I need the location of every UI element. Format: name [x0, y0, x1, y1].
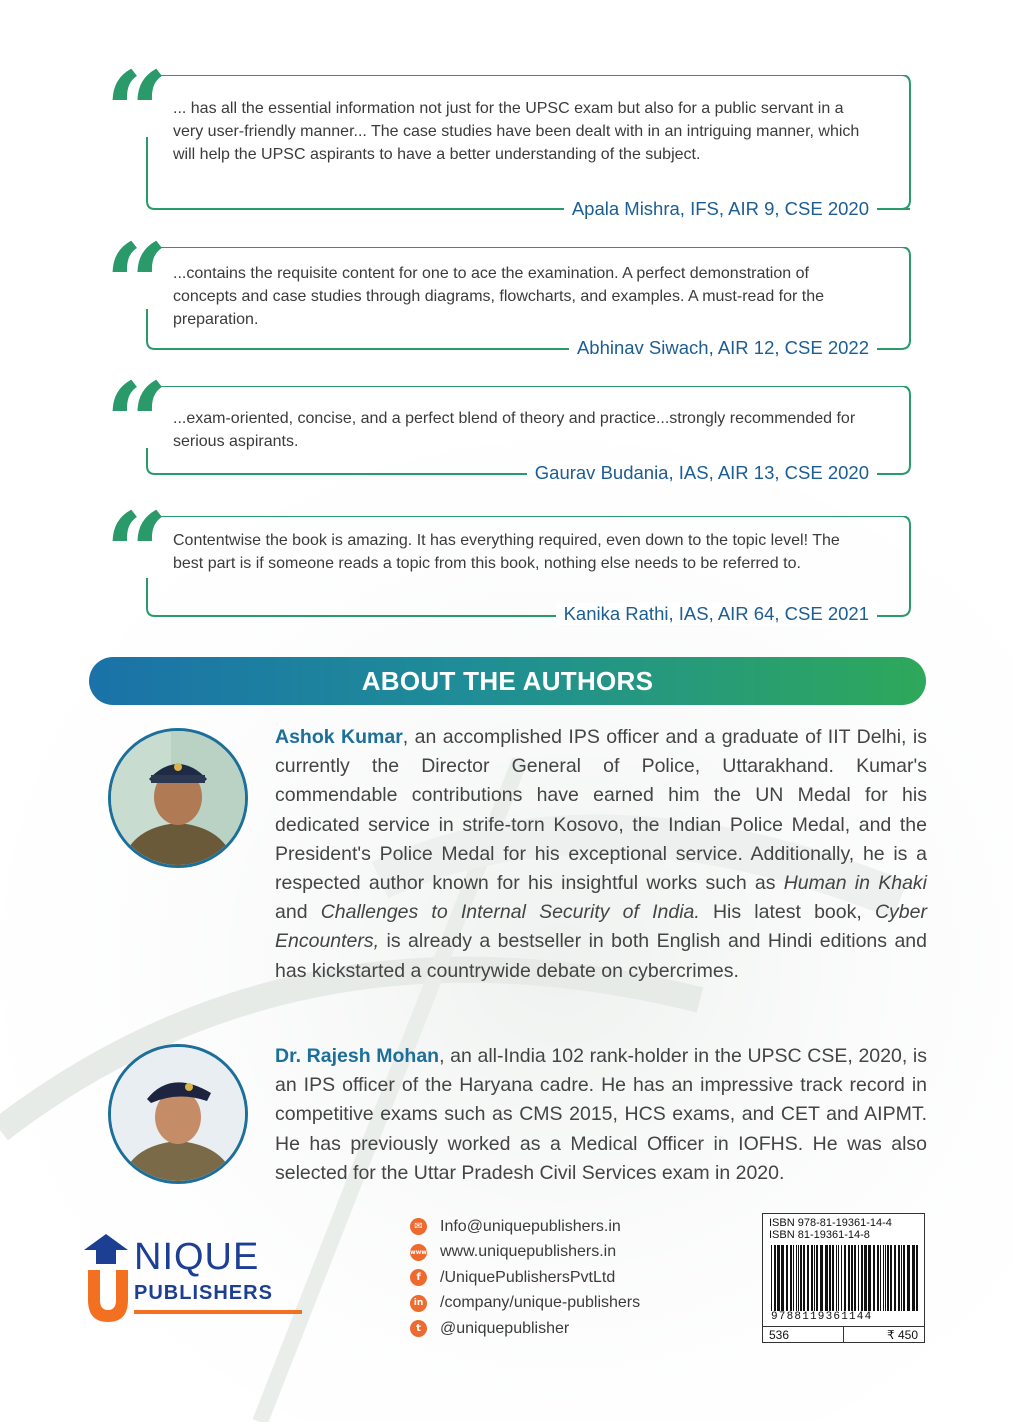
- book-title: Challenges to Internal Security of India.: [320, 901, 700, 924]
- testimonial-author: Kanika Rathi, IAS, AIR 64, CSE 2021: [556, 603, 877, 625]
- barcode-bar: [790, 1245, 792, 1311]
- barcode-bar: [832, 1245, 834, 1311]
- email-icon: ✉: [410, 1218, 427, 1235]
- barcode-bar: [851, 1245, 853, 1311]
- quote-mark-icon: “: [105, 488, 169, 617]
- barcode-bar: [844, 1245, 846, 1311]
- publisher-logo: [82, 1234, 312, 1324]
- testimonial-card: [95, 488, 915, 624]
- book-title: Human in Khaki: [783, 872, 927, 895]
- quote-mark-icon: “: [105, 47, 169, 176]
- testimonial-author: Apala Mishra, IFS, AIR 9, CSE 2020: [564, 198, 877, 220]
- isbn-13: ISBN 978-81-19361-14-4: [769, 1217, 892, 1229]
- testimonial-text: ...exam-oriented, concise, and a perfect blend of theory and practice...strongly recommended for serious aspirants.: [173, 410, 856, 450]
- linkedin-icon: in: [410, 1295, 427, 1312]
- isbn-barcode: [762, 1213, 925, 1343]
- barcode-bar: [880, 1245, 881, 1311]
- logo-word-publishers: PUBLISHERS: [134, 1282, 273, 1304]
- book-title: Cyber Encounters,: [275, 901, 927, 953]
- barcode-bar: [894, 1245, 896, 1311]
- barcode-bar: [796, 1245, 797, 1311]
- barcode-bar: [803, 1245, 805, 1311]
- contact-website[interactable]: [410, 1240, 640, 1266]
- author-bio-text: and: [275, 901, 321, 924]
- barcode-bar: [793, 1245, 794, 1311]
- quote-mark-icon: “: [105, 219, 169, 348]
- barcode-bar: [912, 1245, 915, 1311]
- testimonial-text: Contentwise the book is amazing. It has everything required, even down to the topic level! The best part is if someone reads a topic from this book, nothing else needs to be referred to.: [173, 532, 840, 572]
- testimonial-card: [95, 219, 915, 358]
- barcode-bar: [800, 1245, 802, 1311]
- twitter-icon: t: [410, 1320, 427, 1337]
- contact-text: Info@uniquepublishers.in: [440, 1217, 621, 1235]
- author-photo-ashok-kumar: [108, 728, 248, 868]
- barcode-code: 536: [769, 1328, 790, 1342]
- quote-mark-icon: “: [105, 358, 169, 487]
- barcode-bars: [771, 1245, 919, 1311]
- barcode-bar: [916, 1245, 918, 1311]
- testimonial-card: [95, 358, 915, 487]
- barcode-bar: [816, 1245, 818, 1311]
- author-photo-rajesh-mohan: [108, 1044, 248, 1184]
- barcode-bar: [868, 1245, 871, 1311]
- barcode-bar: [786, 1245, 788, 1311]
- barcode-digits: 9788119361144: [771, 1311, 873, 1323]
- barcode-divider: [843, 1327, 844, 1343]
- barcode-bar: [771, 1245, 772, 1311]
- author-bio-text: His latest book,: [699, 901, 875, 924]
- author-bio-text: is already a bestseller in both English and Hindi editions and has kickstarted a countrywide debate on cybercrimes.: [275, 930, 927, 982]
- barcode-bar: [836, 1245, 837, 1311]
- barcode-bar: [901, 1245, 902, 1311]
- barcode-bar: [903, 1245, 905, 1311]
- barcode-bar: [873, 1245, 875, 1311]
- barcode-bar: [848, 1245, 850, 1311]
- logo-letter: U: [100, 1285, 116, 1310]
- contact-linkedin[interactable]: [410, 1291, 640, 1317]
- author-portrait-icon: [111, 1047, 245, 1181]
- author-name: Dr. Rajesh Mohan: [275, 1045, 440, 1067]
- author-bio-text: , an all-India 102 rank-holder in the UPSC CSE, 2020, is an IPS officer of the Haryana cadre. He has an impressive track record in competitive exams such as CMS 2015, HCS exams, and CET and AIPMT. He has previously worked as a Medical Officer in IOFHS. He was also selected for the Uttar Pradesh Civil Services exam in 2020.: [275, 1045, 927, 1184]
- author-bio-text: , an accomplished IPS officer and a graduate of IIT Delhi, is currently the Director General of Police, Uttarakhand. Kumar's commendable contributions have earned him the UN Medal for his dedicated service in strife-torn Kosovo, the Indian Police Medal, and the President's Police Medal for his exceptional service. Additionally, he is a respected author known for his insightful works such as: [275, 726, 927, 895]
- barcode-bar: [864, 1245, 867, 1311]
- barcode-bar: [887, 1245, 889, 1311]
- barcode-bar: [885, 1245, 886, 1311]
- barcode-bar: [820, 1245, 823, 1311]
- barcode-bar: [807, 1245, 809, 1311]
- barcode-bar: [907, 1245, 910, 1311]
- logo-word-unique: NIQUE: [134, 1236, 260, 1278]
- barcode-bar: [814, 1245, 815, 1311]
- contact-text: /company/unique-publishers: [440, 1294, 641, 1312]
- author-name: Ashok Kumar: [275, 726, 403, 748]
- testimonial-author: Gaurav Budania, IAS, AIR 13, CSE 2020: [527, 462, 877, 484]
- barcode-bar: [883, 1245, 884, 1311]
- web-icon: www: [410, 1244, 427, 1261]
- price: ₹ 450: [887, 1328, 918, 1342]
- author-bio-ashok-kumar: [275, 723, 927, 986]
- contact-text: @uniquepublisher: [440, 1319, 570, 1337]
- about-authors-banner: ABOUT THE AUTHORS: [89, 657, 926, 705]
- barcode-bar: [811, 1245, 813, 1311]
- barcode-bar: [877, 1245, 879, 1311]
- barcode-bar: [898, 1245, 900, 1311]
- isbn-10: ISBN 81-19361-14-8: [769, 1229, 870, 1241]
- author-portrait-icon: [111, 731, 245, 865]
- testimonial-author: Abhinav Siwach, AIR 12, CSE 2022: [569, 337, 877, 359]
- testimonial-card: [95, 47, 915, 219]
- barcode-bar: [854, 1245, 856, 1311]
- logo-underline: [134, 1310, 302, 1314]
- barcode-bar: [825, 1245, 828, 1311]
- logo-u-mark-icon: [82, 1234, 134, 1324]
- barcode-bar: [829, 1245, 831, 1311]
- barcode-bar: [777, 1245, 780, 1311]
- testimonial-text: ... has all the essential information not just for the UPSC exam but also for a public servant in a very user-friendly manner... The case studies have been dealt with in an intriguing manner, which will help the UPSC aspirants to have a better understanding of the subject.: [173, 100, 860, 163]
- barcode-bar: [838, 1245, 839, 1311]
- contact-list: [410, 1214, 640, 1342]
- barcode-footer: [763, 1326, 924, 1343]
- barcode-bar: [858, 1245, 859, 1311]
- facebook-icon: f: [410, 1269, 427, 1286]
- barcode-bar: [774, 1245, 776, 1311]
- contact-twitter[interactable]: [410, 1316, 640, 1342]
- barcode-bar: [890, 1245, 892, 1311]
- barcode-bar: [781, 1245, 784, 1311]
- contact-text: www.uniquepublishers.in: [440, 1243, 617, 1261]
- barcode-bar: [861, 1245, 863, 1311]
- testimonial-text: ...contains the requisite content for one to ace the examination. A perfect demonstration of concepts and case studies through diagrams, flowcharts, and examples. A must-read for the preparation.: [173, 265, 825, 328]
- contact-text: /UniquePublishersPvtLtd: [440, 1268, 616, 1286]
- barcode-bar: [798, 1245, 799, 1311]
- author-bio-rajesh-mohan: [275, 1042, 927, 1188]
- barcode-bar: [841, 1245, 842, 1311]
- contact-email[interactable]: [410, 1214, 640, 1240]
- contact-facebook[interactable]: [410, 1265, 640, 1291]
